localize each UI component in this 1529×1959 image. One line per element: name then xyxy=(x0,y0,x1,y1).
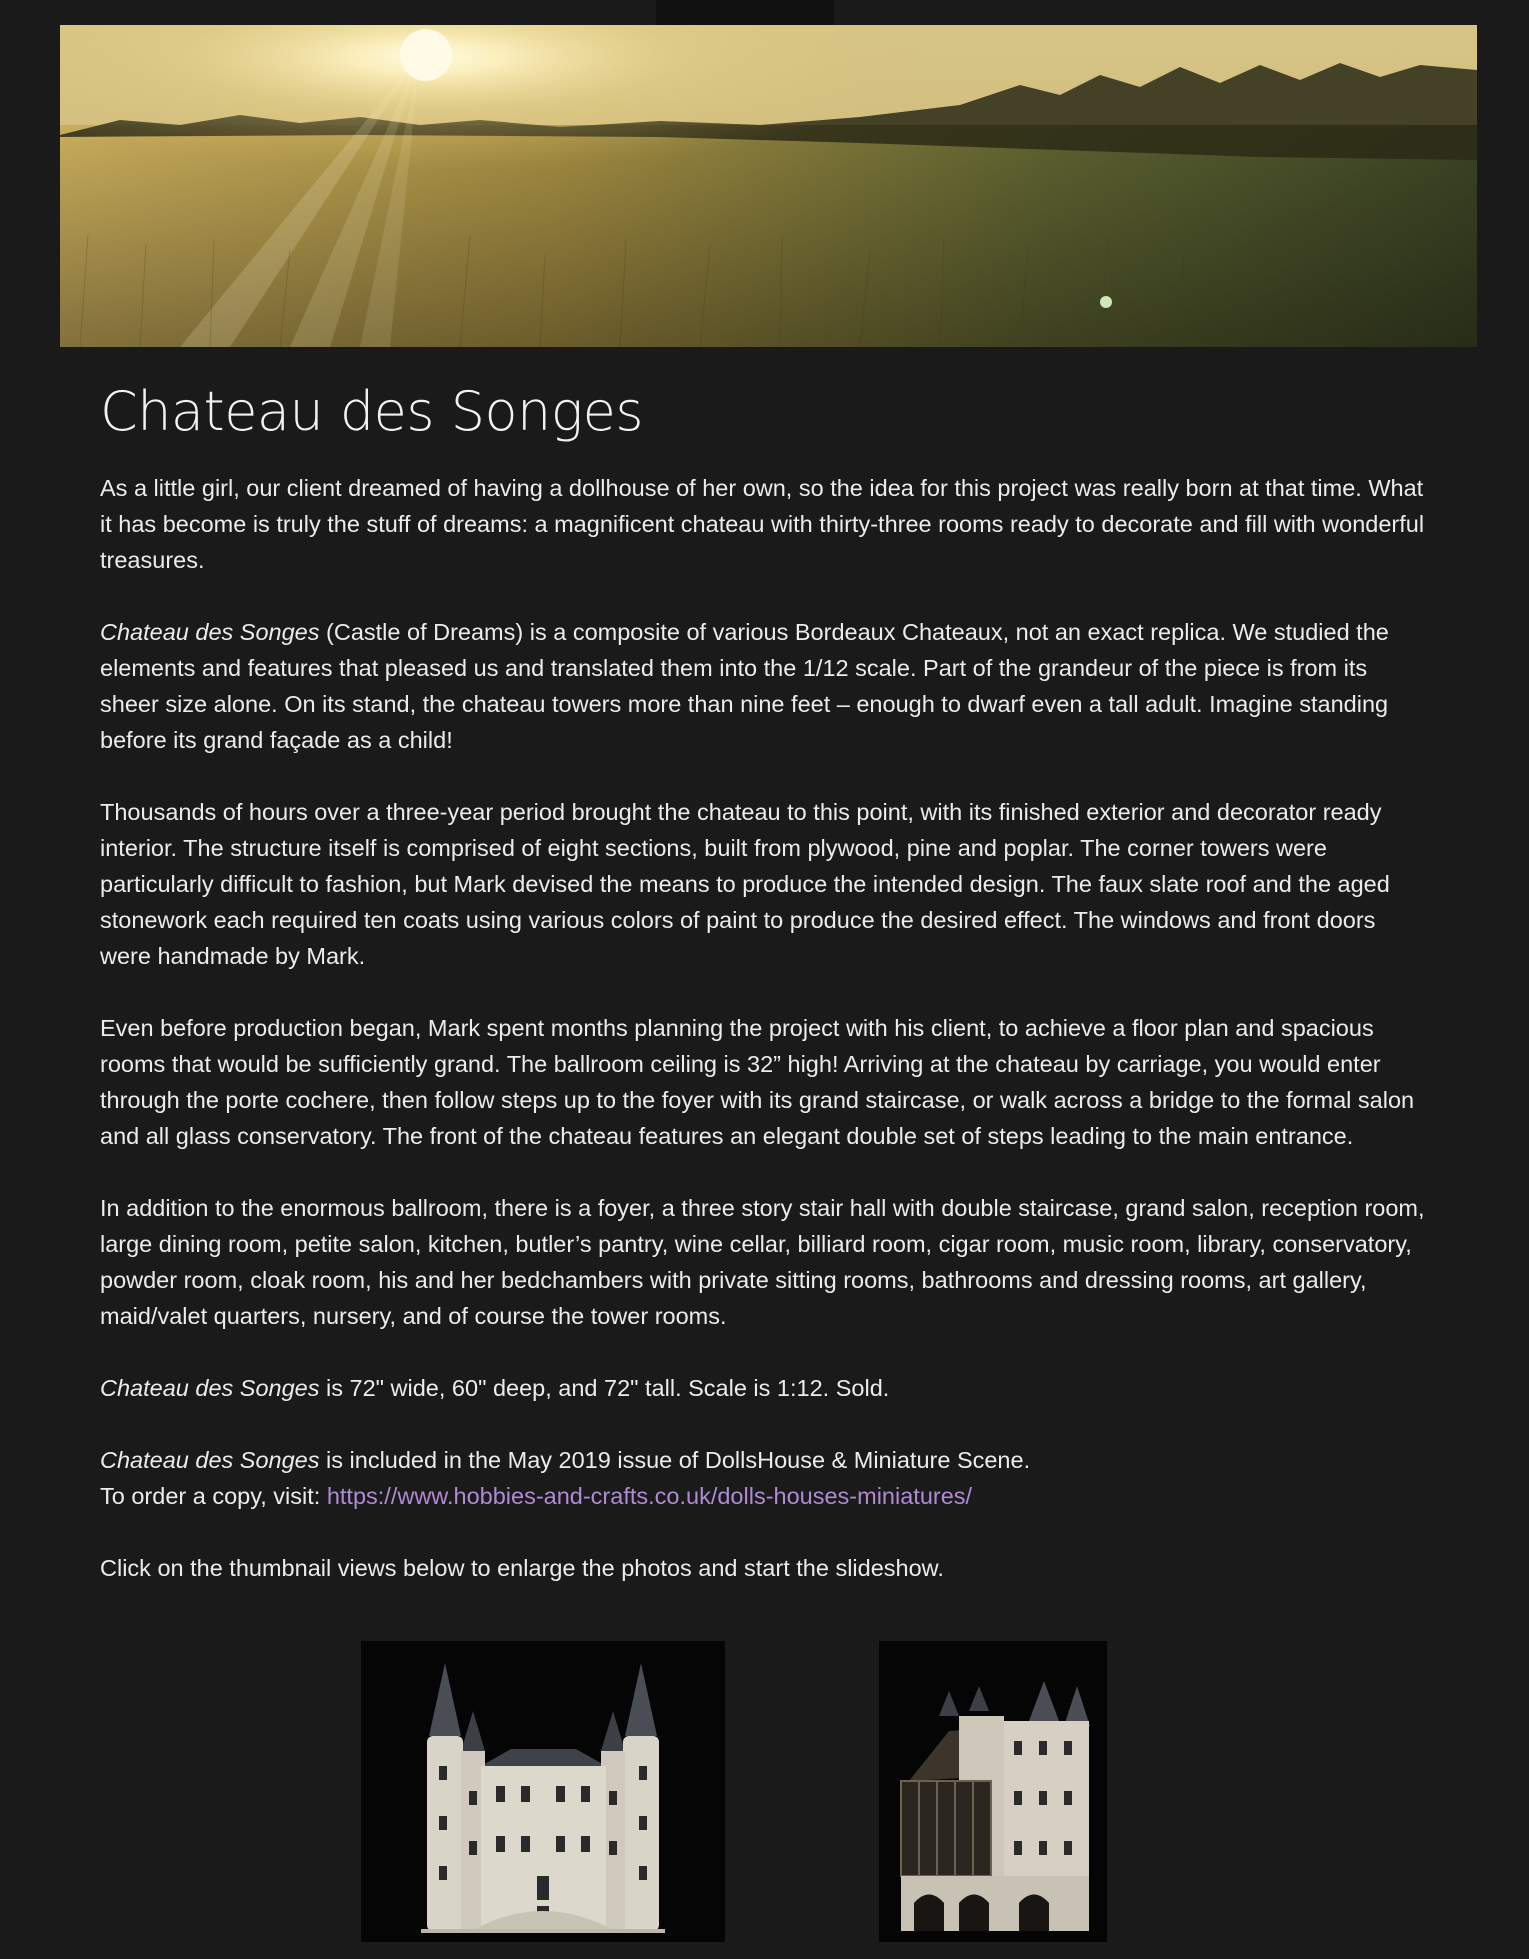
paragraph-text: (Castle of Dreams) is a composite of various Bordeaux Chateaux, not an exact replica. We studied the elements and features that pleased us and translated them into the 1/12 scale. Part of the grandeur of the piece is from its sheer size alone. On its stand, the chateau towers more than nine feet – enough to dwarf even a tall adult. Imagine standing before its grand façade as a child! xyxy=(100,619,1389,753)
page-title: Chateau des Songes xyxy=(100,380,643,443)
magazine-link[interactable]: https://www.hobbies-and-crafts.co.uk/dolls-houses-miniatures/ xyxy=(326,1483,973,1509)
order-prefix: To order a copy, visit: xyxy=(100,1483,327,1509)
paragraph-text: is 72" wide, 60" deep, and 72" tall. Scale is 1:12. Sold. xyxy=(319,1375,890,1401)
top-tab xyxy=(656,0,834,25)
paragraph-construction: Thousands of hours over a three-year period brought the chateau to this point, with its finished exterior and decorator ready interior. The structure itself is comprised of eight sections, built from plywood, pine and poplar. The corner towers were particularly difficult to fashion, but Mark devised the means to produce the intended design. The faux slate roof and the aged stonework each required ten coats using various colors of paint to produce the desired effect. The windows and front doors were handmade by Mark. xyxy=(100,799,1390,969)
paragraph-instructions: Click on the thumbnail views below to enlarge the photos and start the slideshow. xyxy=(100,1555,944,1581)
title-italic: Chateau des Songes xyxy=(100,619,320,645)
title-italic: Chateau des Songes xyxy=(100,1375,320,1401)
paragraph-magazine xyxy=(100,1442,1430,1514)
paragraph-planning: Even before production began, Mark spent months planning the project with his client, to achieve a floor plan and spacious rooms that would be sufficiently grand. The ballroom ceiling is 32” high! Arriving at the chateau by carriage, you would enter through the porte cochere, then follow steps up to the foyer with its grand staircase, or walk across a bridge to the formal salon and all glass conservatory. The front of the chateau features an elegant double set of steps leading to the main entrance. xyxy=(100,1015,1415,1149)
title-italic: Chateau des Songes xyxy=(100,1447,320,1473)
thumbnail-chateau-side[interactable] xyxy=(879,1641,1107,1942)
thumbnail-gallery xyxy=(0,1641,1529,1943)
main-content xyxy=(100,380,1430,1586)
paragraph-rooms: In addition to the enormous ballroom, there is a foyer, a three story stair hall with double staircase, grand salon, reception room, large dining room, petite salon, kitchen, butler’s pantry, wine cellar, billiard room, cigar room, music room, library, conservatory, powder room, cloak room, his and her bedchambers with private sitting rooms, bathrooms and dressing rooms, art gallery, maid/valet quarters, nursery, and of course the tower rooms. xyxy=(100,1195,1425,1329)
paragraph-dimensions xyxy=(100,1370,1430,1406)
paragraph-intro: As a little girl, our client dreamed of having a dollhouse of her own, so the idea for this project was really born at that time. What it has become is truly the stuff of dreams: a magnificent chateau with thirty-three rooms ready to decorate and fill with wonderful treasures. xyxy=(100,475,1425,573)
paragraph-text: is included in the May 2019 issue of DollsHouse & Miniature Scene. xyxy=(319,1447,1031,1473)
thumbnail-chateau-front[interactable] xyxy=(361,1641,725,1942)
banner-image xyxy=(60,25,1477,347)
paragraph-composite xyxy=(100,614,1430,758)
